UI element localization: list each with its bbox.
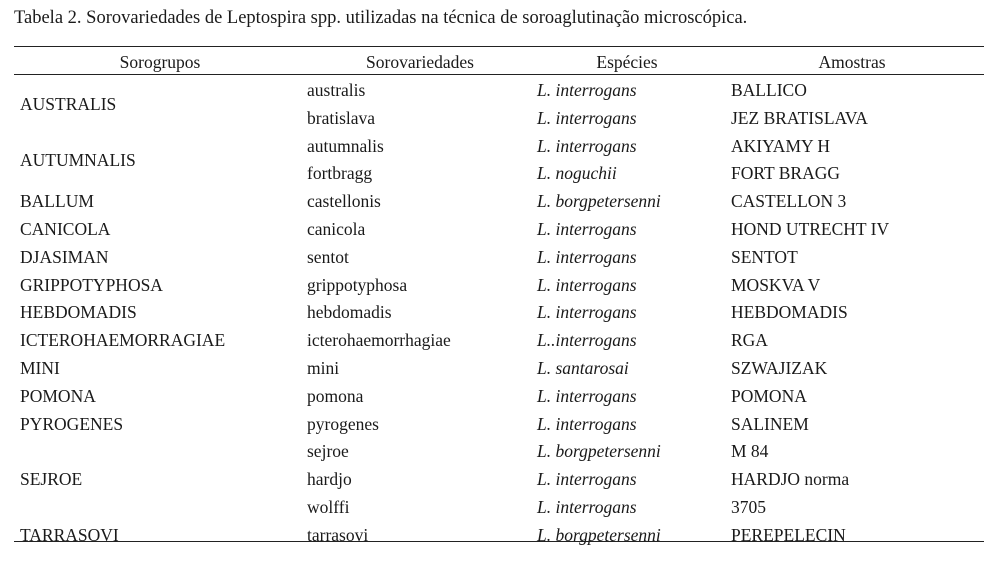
cell-amostra: 3705: [731, 497, 766, 517]
cell-sorogrupo: CANICOLA: [20, 219, 111, 239]
cell-especie: L. interrogans: [537, 107, 637, 128]
cell-especie: L. noguchii: [537, 163, 617, 184]
cell-amostra: MOSKVA V: [731, 274, 821, 295]
table-caption: Tabela 2. Sorovariedades de Leptospira spp. utilizadas na técnica de soroaglutinação microscópica.: [14, 8, 748, 28]
cell-amostra: CASTELLON 3: [731, 191, 847, 212]
cell-sorovariedade: icterohaemorrhagiae: [307, 330, 451, 351]
cell-sorovariedade: autumnalis: [307, 135, 384, 156]
cell-especie: L. borgpetersenni: [537, 524, 661, 545]
cell-sorogrupo: PYROGENES: [20, 413, 124, 434]
cell-especie: L. interrogans: [537, 302, 637, 323]
cell-sorovariedade: castellonis: [307, 191, 381, 212]
cell-especie: L. interrogans: [537, 246, 637, 267]
cell-amostra: SALINEM: [731, 413, 809, 434]
header-amostras: Amostras: [818, 52, 886, 72]
cell-amostra: PEREPELECIN: [731, 524, 846, 545]
cell-amostra: M 84: [731, 441, 769, 462]
cell-especie: L. santarosai: [537, 358, 629, 378]
cell-sorovariedade: mini: [307, 358, 340, 378]
cell-especie: L. interrogans: [537, 469, 637, 490]
cell-amostra: AKIYAMY H: [731, 135, 831, 156]
cell-amostra: HARDJO norma: [731, 469, 850, 490]
cell-especie: L. interrogans: [537, 80, 637, 100]
cell-sorogrupo: MINI: [20, 358, 60, 378]
cell-especie: L. borgpetersenni: [537, 191, 661, 212]
cell-sorovariedade: pomona: [307, 385, 364, 406]
cell-amostra: POMONA: [731, 385, 807, 406]
cell-sorovariedade: grippotyphosa: [307, 274, 408, 295]
cell-sorogrupo: SEJROE: [20, 469, 83, 490]
cell-sorovariedade: pyrogenes: [307, 413, 379, 434]
cell-sorogrupo: BALLUM: [20, 191, 94, 212]
cell-sorogrupo: DJASIMAN: [20, 246, 109, 267]
cell-especie: L. interrogans: [537, 135, 637, 156]
cell-sorovariedade: bratislava: [307, 107, 376, 128]
cell-sorogrupo: TARRASOVI: [20, 524, 119, 545]
cell-sorogrupo: HEBDOMADIS: [20, 302, 137, 323]
cell-sorovariedade: sejroe: [307, 441, 349, 462]
cell-sorogrupo: AUTUMNALIS: [20, 149, 136, 170]
cell-especie: L. interrogans: [537, 385, 637, 406]
header-sorovariedades: Sorovariedades: [366, 52, 474, 72]
cell-sorovariedade: fortbragg: [307, 163, 373, 184]
cell-amostra: SZWAJIZAK: [731, 358, 828, 378]
cell-amostra: RGA: [731, 330, 768, 351]
table-bottom-rule: [14, 541, 984, 542]
cell-especie: L..interrogans: [537, 330, 637, 351]
cell-sorovariedade: wolffi: [307, 497, 350, 517]
cell-sorovariedade: hardjo: [307, 469, 352, 490]
cell-sorovariedade: australis: [307, 80, 366, 100]
cell-sorovariedade: canicola: [307, 219, 366, 239]
cell-sorogrupo: GRIPPOTYPHOSA: [20, 274, 163, 295]
cell-amostra: FORT BRAGG: [731, 163, 840, 184]
cell-sorogrupo: ICTEROHAEMORRAGIAE: [20, 330, 226, 351]
cell-sorovariedade: hebdomadis: [307, 302, 392, 323]
header-especies: Espécies: [596, 52, 658, 72]
cell-especie: L. interrogans: [537, 274, 637, 295]
cell-especie: L. interrogans: [537, 413, 637, 434]
cell-especie: L. interrogans: [537, 219, 637, 239]
cell-amostra: SENTOT: [731, 246, 798, 267]
cell-sorogrupo: AUSTRALIS: [20, 93, 117, 114]
table-header-rule: [14, 74, 984, 75]
cell-especie: L. borgpetersenni: [537, 441, 661, 462]
cell-sorovariedade: sentot: [307, 246, 349, 267]
table-top-rule: [14, 46, 984, 47]
cell-amostra: BALLICO: [731, 80, 807, 100]
cell-especie: L. interrogans: [537, 497, 637, 517]
cell-amostra: HEBDOMADIS: [731, 302, 848, 323]
cell-amostra: JEZ BRATISLAVA: [731, 107, 868, 128]
header-sorogrupos: Sorogrupos: [119, 52, 201, 72]
cell-sorogrupo: POMONA: [20, 385, 96, 406]
cell-sorovariedade: tarrasovi: [307, 524, 369, 545]
cell-amostra: HOND UTRECHT IV: [731, 219, 890, 239]
